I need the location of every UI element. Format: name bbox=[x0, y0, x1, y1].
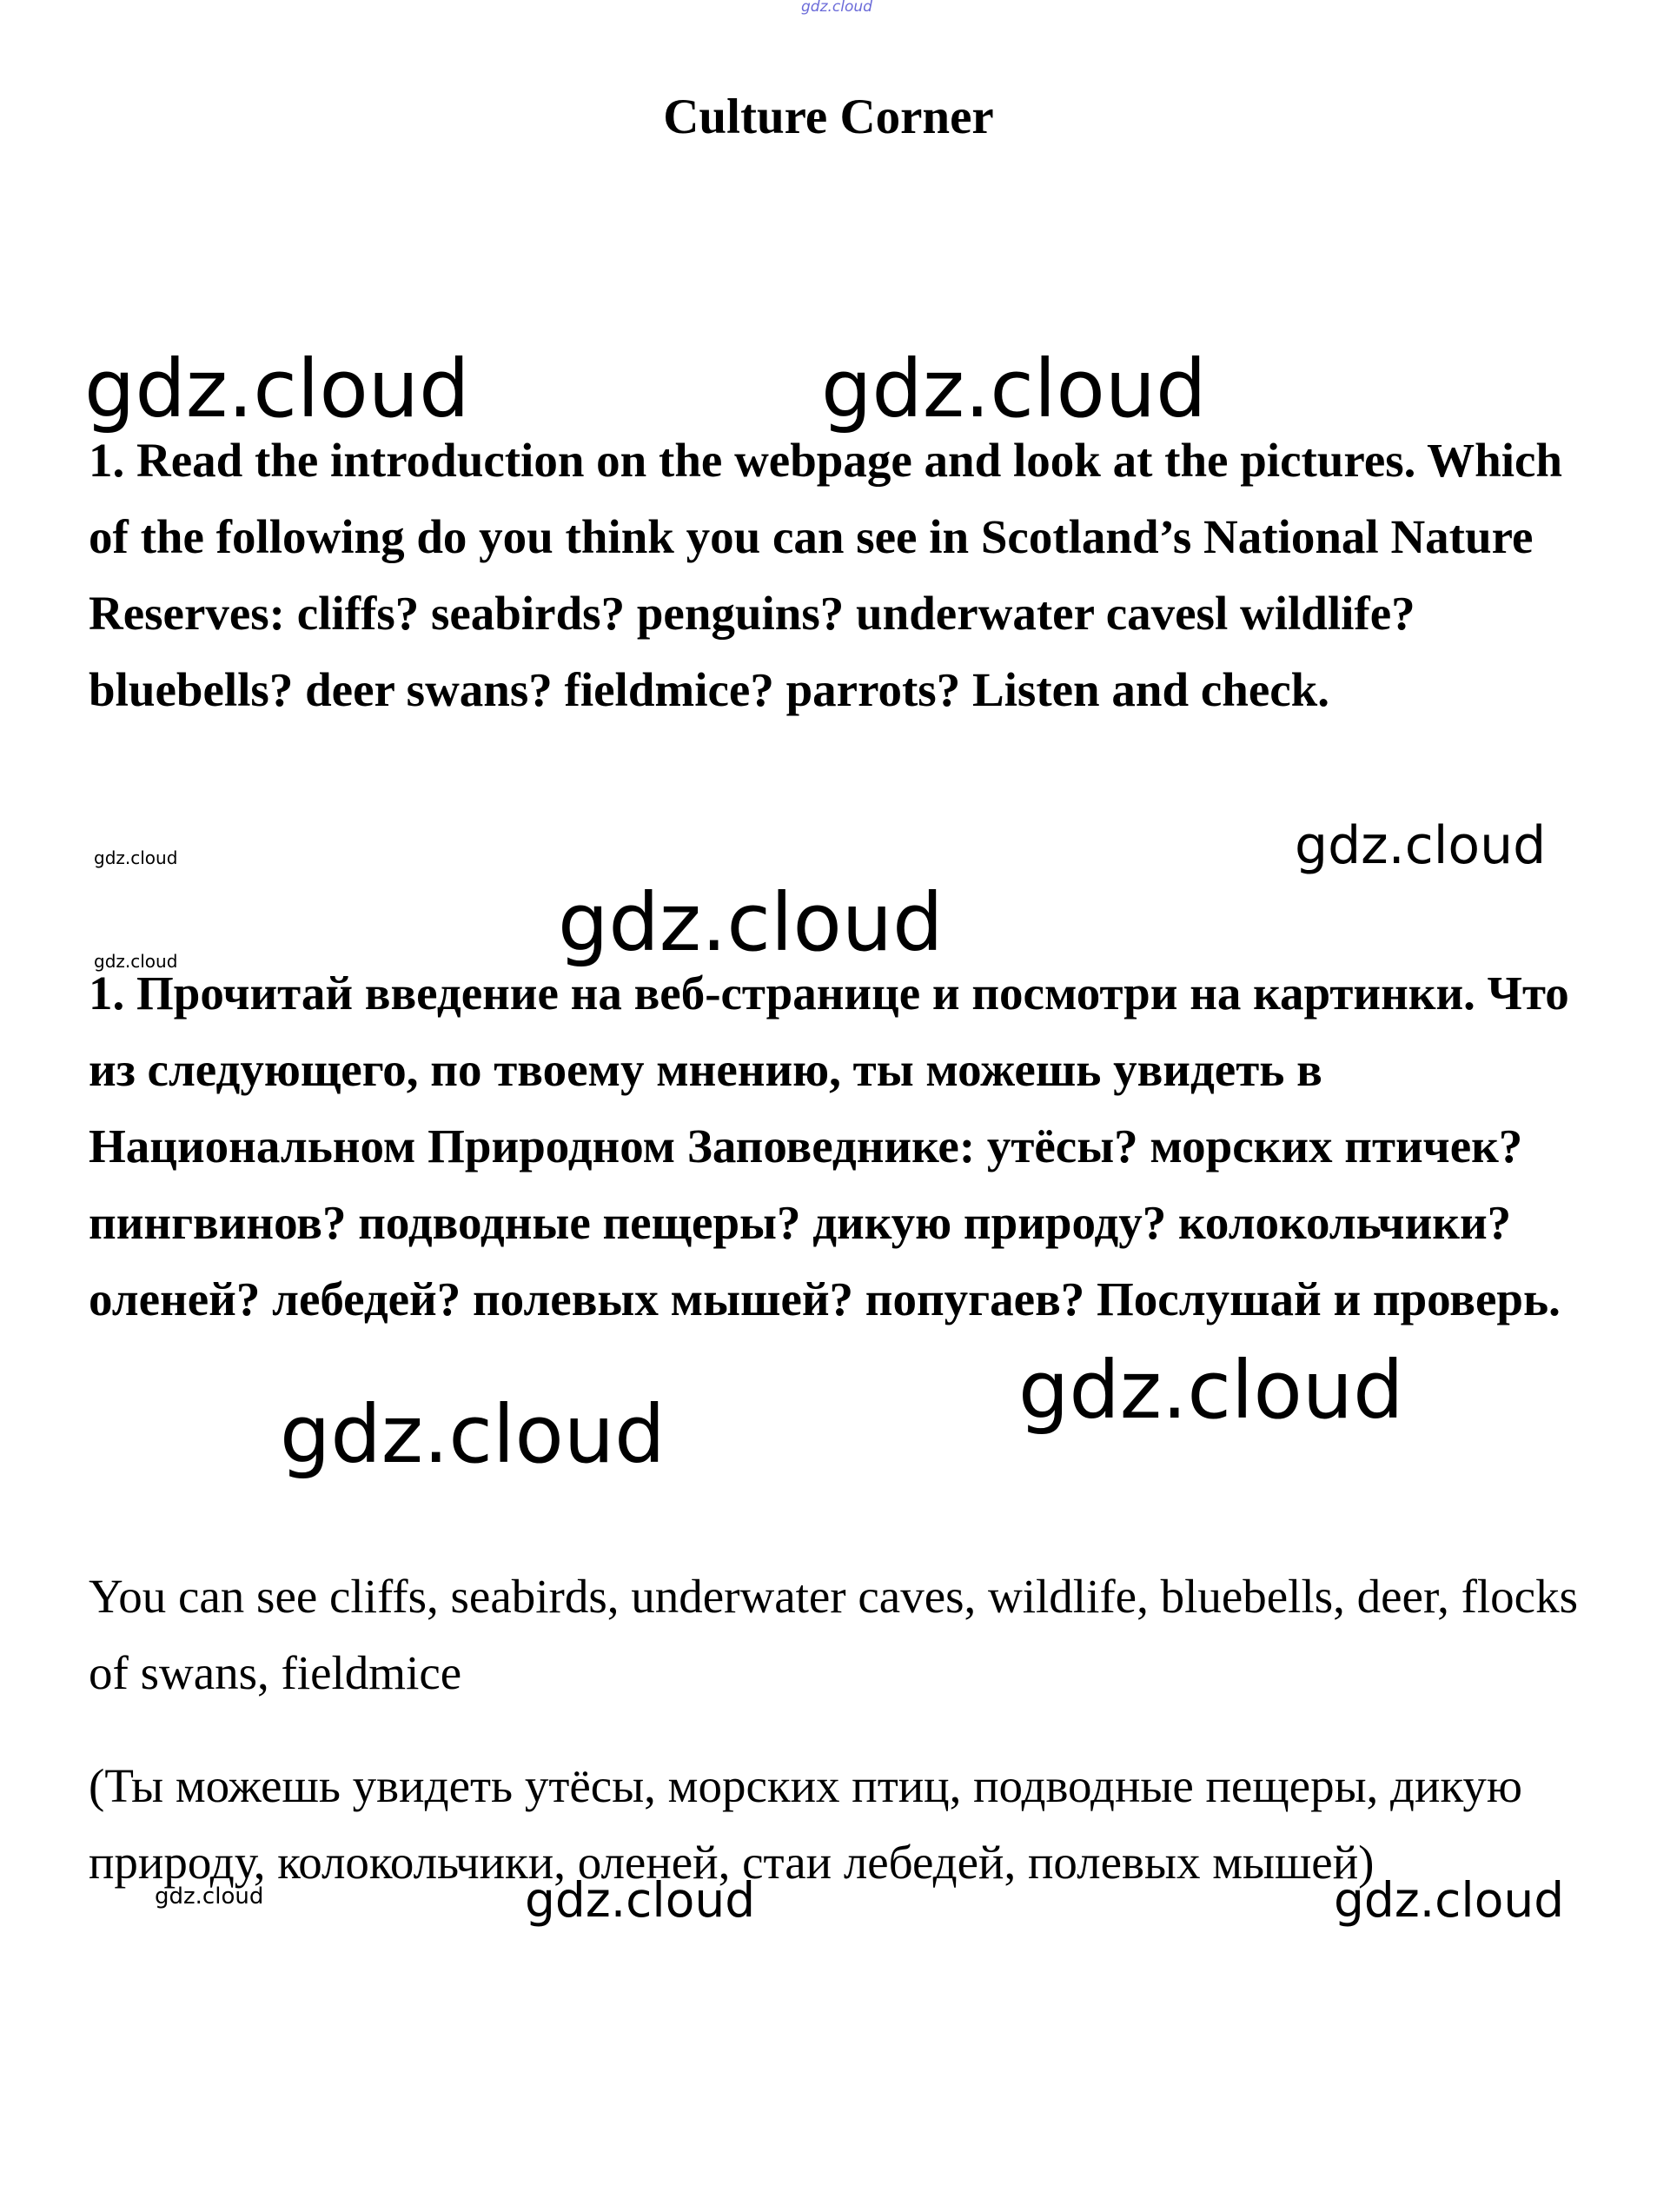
watermark: gdz.cloud bbox=[84, 342, 470, 435]
watermark-small: gdz.cloud bbox=[155, 1883, 264, 1910]
watermark-top: gdz.cloud bbox=[801, 0, 872, 16]
question-english: 1. Read the introduction on the webpage and look at the pictures. Which of the following do you think you can see in Scotland’s National Nature Reserves: cliffs? seabirds? penguins? underwater cavesl wildlife? bluebells? deer swans? fieldmice? parrots? Listen and check. bbox=[89, 434, 1563, 716]
watermark: gdz.cloud bbox=[280, 1388, 666, 1481]
watermark: gdz.cloud bbox=[558, 876, 944, 969]
page-title: Culture Corner bbox=[663, 90, 994, 144]
watermark: gdz.cloud bbox=[1018, 1344, 1404, 1437]
watermark: gdz.cloud bbox=[821, 342, 1207, 435]
answer-russian: (Ты можешь увидеть утёсы, морских птиц, подводные пещеры, дикую природу, колокольчики, оленей, стаи лебедей, полевых мышей) bbox=[89, 1759, 1522, 1889]
watermark-small: gdz.cloud bbox=[94, 951, 178, 972]
watermark: gdz.cloud bbox=[1295, 815, 1547, 876]
watermark-small: gdz.cloud bbox=[94, 847, 178, 868]
watermark: gdz.cloud bbox=[525, 1872, 756, 1928]
watermark: gdz.cloud bbox=[1334, 1872, 1565, 1928]
answer-english: You can see cliffs, seabirds, underwater caves, wildlife, bluebells, deer, flocks of swans, fieldmice bbox=[89, 1570, 1578, 1699]
question-russian: 1. Прочитай введение на веб-странице и посмотри на картинки. Что из следующего, по твоему мнению, ты можешь увидеть в Национальном Природном Заповеднике: утёсы? морских птичек? пингвинов? подводные пещеры? дикую природу? колокольчики? оленей? лебедей? полевых мышей? попугаев? Послушай и проверь. bbox=[89, 967, 1569, 1325]
